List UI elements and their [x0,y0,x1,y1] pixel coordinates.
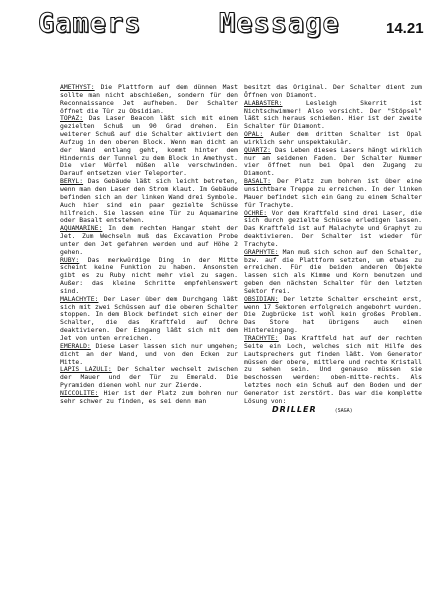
sector-paragraph [60,296,238,343]
sector-paragraph [244,210,422,249]
sector-text: In dem rechten Hangar steht der Jet. Zum Wechseln muß das Excavation Probe unter den Jet gefahren werden und auf Höhe 2 gehen. [60,224,238,256]
sector-text: Der letzte Schalter erscheint erst, wenn 17 Sektoren erfolgreich angebohrt wurden. Die Zugbrücke ist wohl kein großes Problem. Das Store hat übrigens auch einen Hintereingang. [244,294,422,335]
sector-name: OPAL: [244,130,264,139]
sector-name: MALACHYTE: [60,294,99,303]
sector-text: Die Plattform auf dem dünnen Mast sollte man nicht abschießen, sondern für den Reconnaissance Jet aufheben. Der Schalter öffnet die Tür zu Obsidian. [60,83,238,115]
sector-name: QUARTZ: [244,145,271,154]
author-group: (SAGA) [334,407,353,414]
sector-name: AMETHYST: [60,83,95,91]
sector-text: Außer dem dritten Schalter ist Opal wirklich sehr unspektakulär. [244,130,422,146]
sector-paragraph [60,84,238,115]
sector-name: GRAPHYTE: [244,247,279,256]
sector-name: RUBY: [60,255,80,264]
sector-paragraph [244,147,422,178]
article-column-left [60,84,238,406]
masthead-title-message: Message [219,8,340,39]
sector-text: Hier ist der Platz zum bohren nur sehr schwer zu finden, es sei denn man [60,388,238,405]
sector-paragraph [244,296,422,335]
author-signature: DRILLER [272,404,317,414]
issue-number: 14.21 [386,20,424,37]
sector-text: Vor dem Kraftfeld sind drei Laser, die sich durch gezielte Schüsse erledigen lassen. Das Kraftfeld ist auf Malachyte und Graphyt zu deaktivieren. Der Schalter ist wieder für Trachyte. [244,208,422,248]
sector-name: EMERALD: [60,341,91,350]
sector-text: Das Kraftfeld hat auf der rechten Seite ein Loch, welches sich mit Hilfe des Lautsprechers gut finden läßt. Vom Generator müssen der obere, mittlere und rechte Kristall zu sehen sein. Und genauso müssen sie beschossen werden: oben-mitte-rechts. Als letztes noch ein Schuß auf den Boden und der Generator ist zerstört. Das war die komplette Lösung von: [244,334,422,405]
sector-text: Man muß sich schon auf den Schalter, bzw. auf die Plattform setzten, um etwas zu erreichen. Für die beiden anderen Objekte lassen sich als Kimme und Korn benutzen und geben den nächsten Schalter für den letzten Sektor frei. [244,247,422,295]
masthead-title-gamers: Gamers [38,8,142,39]
signature-line [244,406,422,416]
sector-text: besitzt das Original. Der Schalter dient zum Öffnen von Diamont. [244,83,422,99]
sector-text: Das merkwürdige Ding in der Mitte scheint keine Funktion zu haben. Ansonsten gibt es zu Ruby nicht mehr viel zu sagen. Außer: das kleine Schritte empfehlenswert sind. [60,255,238,295]
sector-text: Lesleigh Skerrit ist Nichtschwimmer! Also vorsicht. Der "Stöpsel" läßt sich heraus schießen. Hier ist der zweite Schalter für Diamont. [244,98,422,131]
sector-name: BERYL: [60,177,84,186]
sector-name: ALABASTER: [244,98,283,107]
sector-text: Der Schalter wechselt zwischen der Mauer und der Tür zu Emerald. Die Pyramiden dienen wohl nur zur Zierde. [60,365,238,390]
sector-name: TOPAZ: [60,114,84,123]
sector-name: LAPIS LAZULI: [60,365,112,374]
sector-paragraph [244,100,422,131]
sector-paragraph [244,249,422,296]
sector-text: Der Laser über dem Durchgang läßt sich mit zwei Schüssen auf die oberen Schalter stoppen. In dem Block befindet sich einer der Schalter, die das Kraftfeld auf Ochre deaktivieren. Der Eingang läßt sich mit dem Jet von unten erreichen. [60,294,238,342]
sector-paragraph [60,178,238,225]
sector-name: TRACHYTE: [244,334,279,342]
sector-name: AQUAMARINE: [60,224,103,233]
sector-text: Der Platz zum bohren ist über eine unsichtbare Treppe zu erreichen. In der linken Mauer befindet sich ein Gang zu einem Schalter für Trachyte. [244,177,422,209]
sector-paragraph [60,257,238,296]
sector-text: Das Leben dieses Lasers hängt wirklich nur am seidenen Faden. Der Schalter Nummer vier öffnet nun bei Opal den Zugang zu Diamont. [244,145,422,178]
sector-paragraph [60,366,238,390]
sector-paragraph [244,84,422,100]
sector-text: Diese Laser lassen sich nur umgehen; dicht an der Wand, und von den Ecken zur Mitte. [60,341,238,366]
sector-paragraph [60,115,238,178]
sector-text: Das Laser Beacon läßt sich mit einem gezielten Schuß um 90 Grad drehen. Ein weiterer Schuß auf die Schalter aktiviert den Aufzug in den oberen Block. Wenn man dicht an der Wand entlang geht, kommt hinter dem Hindernis der Tunnel zu dem Block in Amethyst. Die vier Würfel müßen alle verschwinden. Darauf entsetzen vier Teleporter. [60,114,238,178]
masthead [38,6,424,44]
sector-name: NICCOLITE: [60,388,99,397]
article-column-right [244,84,422,415]
sector-paragraph [244,131,422,147]
sector-paragraph [60,390,238,406]
sector-paragraph [244,178,422,209]
sector-paragraph [60,225,238,256]
sector-name: OBSIDIAN: [244,294,279,303]
sector-paragraph [244,335,422,406]
sector-text: Das Gebäude läßt sich leicht betreten, wenn man den Laser den Strom klaut. Im Gebäude befinden sich an der linken Wand drei Symbole. Auch hier sind ein paar gezielte Schüsse hilfreich. Sie lassen eine Tür zu Aquamarine oder Basalt entstehen. [60,177,238,225]
sector-name: BASALT: [244,177,271,186]
sector-name: OCHRE: [244,208,268,217]
sector-paragraph [60,343,238,367]
